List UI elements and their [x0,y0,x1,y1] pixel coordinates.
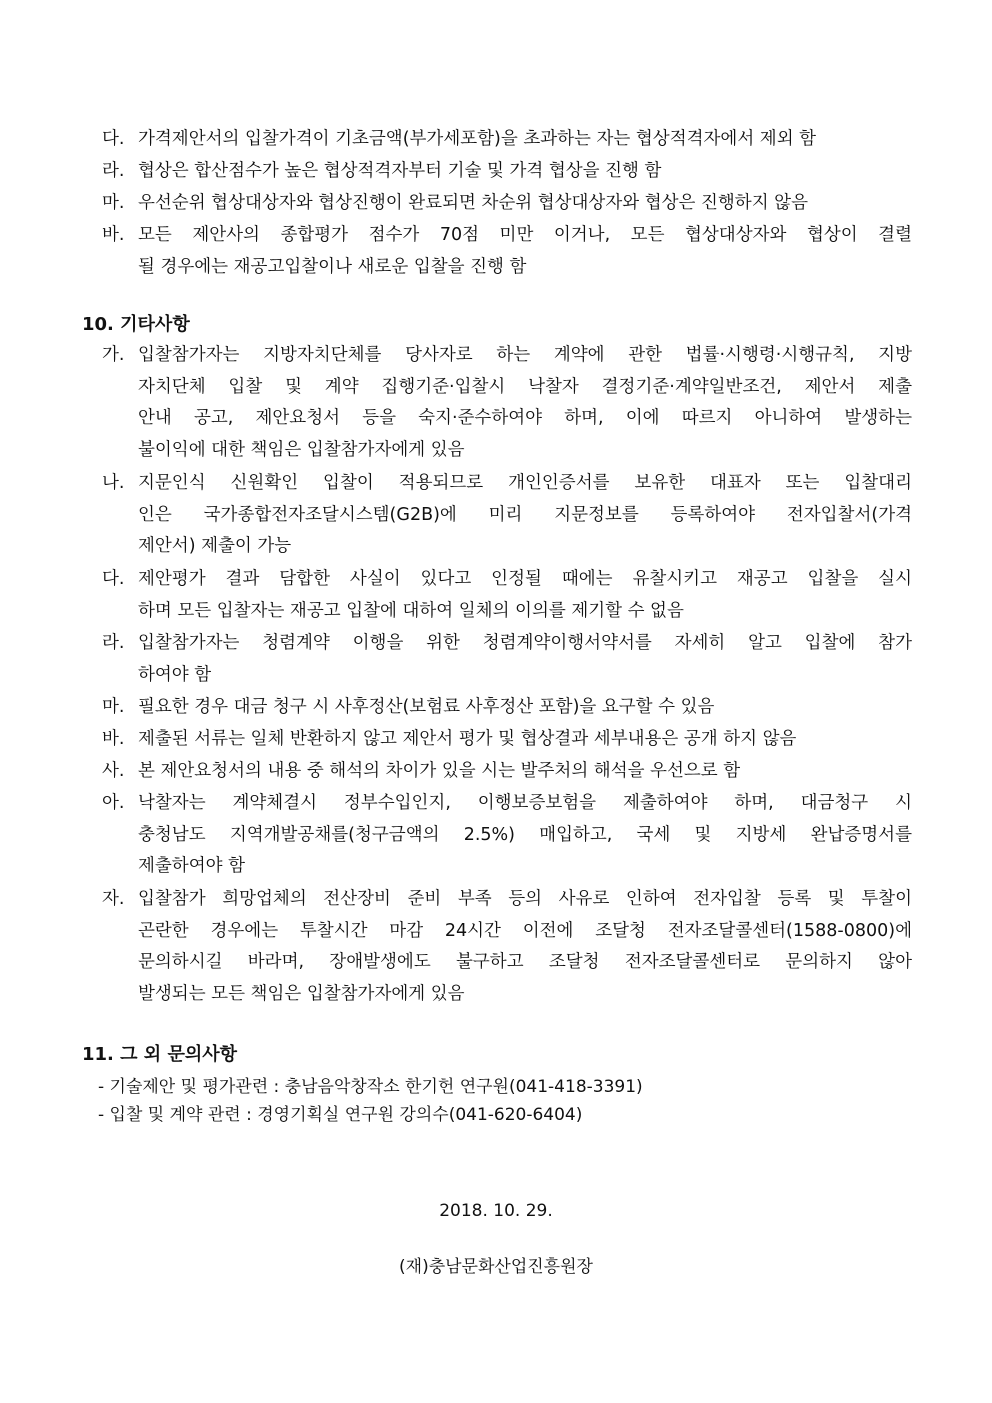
list-item [102,884,912,1010]
item-text-line: 낙찰자는 계약체결시 정부수입인지, 이행보증보험을 제출하여야 하며, 대금청구 시 [138,793,912,813]
contact-technical: - 기술제안 및 평가관련 : 충남음악창작소 한기헌 연구원(041-418-3391) [98,1077,643,1097]
item-text-line: 제안평가 결과 담합한 사실이 있다고 인정될 때에는 유찰시키고 재공고 입찰을 실시 [138,569,912,589]
item-text-line: 될 경우에는 재공고입찰이나 새로운 입찰을 진행 함 [138,256,527,277]
item-text-line: 지문인식 신원확인 입찰이 적용되므로 개인인증서를 보유한 대표자 또는 입찰대리 [138,473,912,493]
issuer-name: (재)충남문화산업진흥원장 [399,1257,593,1277]
item-text-line: 자치단체 입찰 및 계약 집행기준·입찰시 낙찰자 결정기준·계약일반조건, 제안서 제출 [138,376,912,397]
list-item [102,124,912,156]
item-text-line: 제안서) 제출이 가능 [138,536,292,556]
item-text-line: 곤란한 경우에는 투찰시간 마감 24시간 이전에 조달청 전자조달콜센터(1588-0800)에 [138,920,912,941]
list-item [102,220,912,283]
item-marker: 바. [102,225,125,245]
item-text-line: 문의하시길 바라며, 장애발생에도 불구하고 조달청 전자조달콜센터로 문의하지 않아 [138,952,912,972]
item-text-line: 불이익에 대한 책임은 입찰참가자에게 있음 [138,439,465,460]
list-item [102,468,912,563]
document-date: 2018. 10. 29. [439,1201,553,1221]
item-text-line: 본 제안요청서의 내용 중 해석의 차이가 있을 시는 발주처의 해석을 우선으로 함 [138,761,741,781]
item-marker: 자. [102,889,125,909]
item-marker: 마. [102,193,125,213]
item-text-line: 발생되는 모든 책임은 입찰참가자에게 있음 [138,983,465,1004]
list-item [102,340,912,466]
list-item [102,628,912,691]
item-text-line: 입찰참가자는 청렴계약 이행을 위한 청렴계약이행서약서를 자세히 알고 입찰에 참가 [138,633,912,653]
item-marker: 바. [102,729,125,749]
list-item [102,756,912,788]
list-item [102,188,912,220]
item-text-line: 제출하여야 함 [138,856,245,876]
item-marker: 라. [102,633,125,653]
item-text-line: 안내 공고, 제안요청서 등을 숙지·준수하여야 하며, 이에 따르지 아니하여 발생하는 [138,408,912,428]
section-10-heading: 10. 기타사항 [82,314,190,335]
item-text-line: 입찰참가 희망업체의 전산장비 준비 부족 등의 사유로 인하여 전자입찰 등록 및 투찰이 [138,889,912,909]
item-text-line: 우선순위 협상대상자와 협상진행이 완료되면 차순위 협상대상자와 협상은 진행하지 않음 [138,193,808,213]
item-text-line: 충청남도 지역개발공채를(청구금액의 2.5%) 매입하고, 국세 및 지방세 완납증명서를 [138,824,912,845]
item-text-line: 인은 국가종합전자조달시스템(G2B)에 미리 지문정보를 등록하여야 전자입찰서(가격 [138,504,912,525]
list-item [102,156,912,188]
item-text-line: 협상은 합산점수가 높은 협상적격자부터 기술 및 가격 협상을 진행 함 [138,161,662,181]
item-marker: 라. [102,161,125,181]
item-marker: 가. [102,345,125,365]
contact-bidding: - 입찰 및 계약 관련 : 경영기획실 연구원 강의수(041-620-6404) [98,1105,583,1125]
item-marker: 다. [102,129,125,149]
list-item [102,564,912,627]
item-marker: 나. [102,473,125,493]
list-item [102,692,912,724]
item-text-line: 필요한 경우 대금 청구 시 사후정산(보험료 사후정산 포함)을 요구할 수 있음 [138,697,715,717]
item-marker: 아. [102,793,125,813]
section-11-heading: 11. 그 외 문의사항 [82,1044,238,1065]
item-text-line: 제출된 서류는 일체 반환하지 않고 제안서 평가 및 협상결과 세부내용은 공개 하지 않음 [138,729,797,749]
item-text-line: 하며 모든 입찰자는 재공고 입찰에 대하여 일체의 이의를 제기할 수 없음 [138,600,684,621]
list-item [102,724,912,756]
item-marker: 마. [102,697,125,717]
item-text-line: 하여야 함 [138,664,212,685]
item-text-line: 입찰참가자는 지방자치단체를 당사자로 하는 계약에 관한 법률·시행령·시행규칙, 지방 [138,345,912,365]
item-text-line: 모든 제안사의 종합평가 점수가 70점 미만 이거나, 모든 협상대상자와 협상이 결렬 [138,225,912,245]
item-text-line: 가격제안서의 입찰가격이 기초금액(부가세포함)을 초과하는 자는 협상적격자에서 제외 함 [138,129,817,149]
item-marker: 사. [102,761,125,781]
item-marker: 다. [102,569,125,589]
list-item [102,788,912,883]
